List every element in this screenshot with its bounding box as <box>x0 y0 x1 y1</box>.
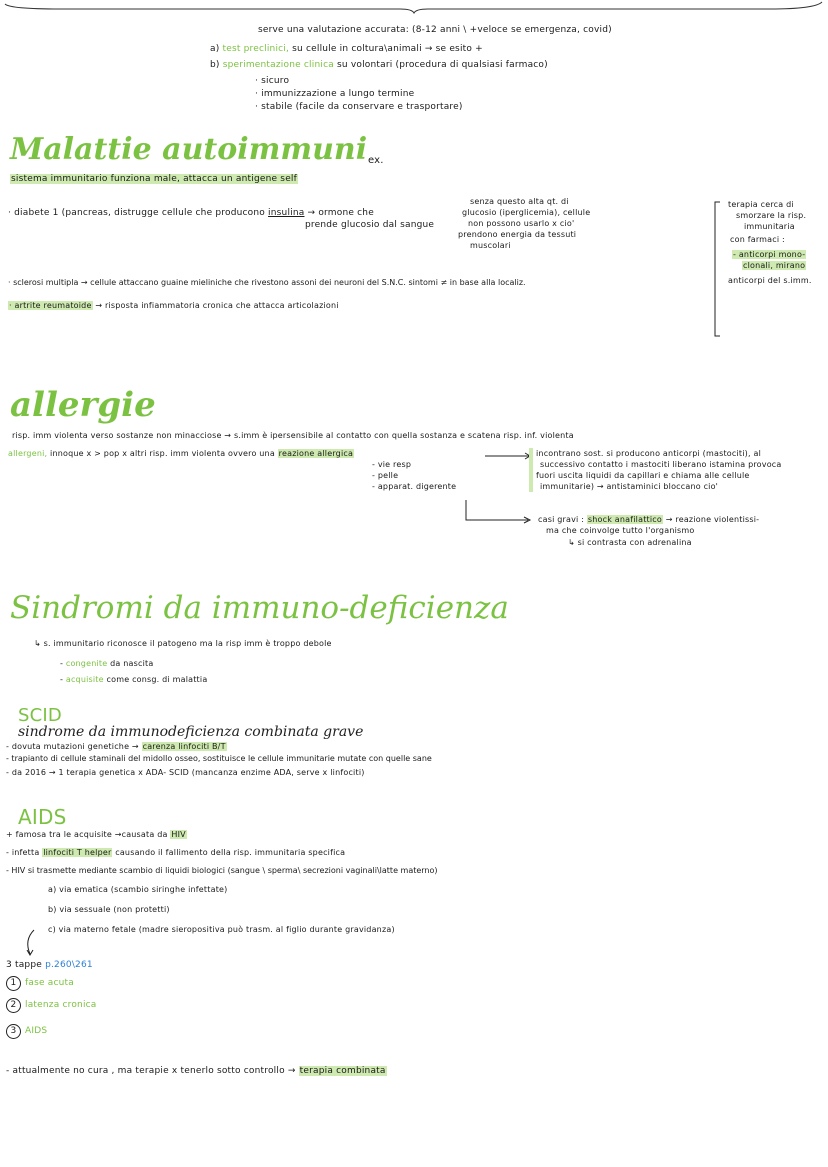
senza-line: non possono usarlo x cio' <box>468 219 575 228</box>
intro-bullet: · immunizzazione a lungo termine <box>255 89 415 99</box>
arrow-gravi <box>464 500 536 524</box>
scid-subtitle: sindrome da immunodeficienza combinata grave <box>18 724 364 740</box>
incontrano-line: immunitarie) → antistaminici bloccano cio' <box>540 482 719 491</box>
highlight-bar <box>529 448 533 492</box>
aids-line: - infetta linfociti T helper causando il fallimento della risp. immunitaria specifica <box>6 848 346 857</box>
incontrano-line: fuori uscita liquidi da capillari e chiama alle cellule <box>536 471 750 480</box>
diabete: · diabete 1 (pancreas, distrugge cellule che producono insulina → ormone che <box>8 208 374 218</box>
allergie-title: allergie <box>10 385 156 425</box>
intro-b: b) sperimentazione clinica su volontari (procedura di qualsiasi farmaco) <box>210 60 548 70</box>
intro-a: a) test preclinici, su cellule in coltura\animali → se esito + <box>210 44 483 54</box>
scid-line: - trapianto di cellule staminali del midollo osseo, sostituisce le cellule immunitarie mutate con quelle sane <box>6 754 432 763</box>
gravi-line: casi gravi : shock anafilattico → reazione violentissi- <box>538 515 760 524</box>
intro-line: serve una valutazione accurata: (8-12 anni \ +veloce se emergenza, covid) <box>258 25 612 35</box>
aids-way: a) via ematica (scambio siringhe infettate) <box>48 885 228 894</box>
terapia-line: anticorpi del s.imm. <box>728 276 812 285</box>
senza-line: muscolari <box>470 241 511 250</box>
aids-line: + famosa tra le acquisite →causata da HIV <box>6 830 186 839</box>
sclerosi: · sclerosi multipla → cellule attaccano guaine mieliniche che rivestono assoni dei neuroni del S.N.C. sintomi ≠ in base alla localiz. <box>8 278 526 287</box>
senza-line: prendono energia da tessuti <box>458 230 577 239</box>
sindromi-title: Sindromi da immuno-deficienza <box>10 590 509 626</box>
scid-line: - dovuta mutazioni genetiche → carenza linfociti B/T <box>6 742 226 751</box>
aids-title: AIDS <box>18 805 67 829</box>
stage-item: 1 fase acuta <box>6 976 74 991</box>
sindromi-def: ↳ s. immunitario riconosce il patogeno ma la risp imm è troppo debole <box>34 639 332 648</box>
acquisite: - acquisite come consg. di malattia <box>60 675 208 684</box>
arrow <box>485 452 535 460</box>
terapia-line: con farmaci : <box>730 235 785 244</box>
aids-way: c) via materno fetale (madre sieropositiva può trasm. al figlio durante gravidanza) <box>48 925 395 934</box>
terapia-green: clonali, mirano <box>743 261 806 270</box>
gravi-line: ma che coinvolge tutto l'organismo <box>546 526 695 535</box>
tappe: 3 tappe p.260\261 <box>6 960 93 970</box>
stage-item: 2 latenza cronica <box>6 998 97 1013</box>
top-brace <box>0 0 828 14</box>
aids-way: b) via sessuale (non protetti) <box>48 905 170 914</box>
intro-bullet: · stabile (facile da conservare e trasportare) <box>255 102 463 112</box>
curve-arrow <box>22 928 38 958</box>
ex-label: ex. <box>368 155 384 166</box>
aids-line: - HIV si trasmette mediante scambio di liquidi biologici (sangue \ sperma\ secrezioni vaginali\latte materno) <box>6 866 438 875</box>
vie-item: - vie resp <box>372 460 412 469</box>
senza-line: senza questo alta qt. di <box>470 197 569 206</box>
stage-item: 3 AIDS <box>6 1024 47 1039</box>
intro-bullet: · sicuro <box>255 76 290 86</box>
vie-item: - pelle <box>372 471 399 480</box>
terapia-line: smorzare la risp. <box>736 211 807 220</box>
allergeni: allergeni, innoque x > pop x altri risp. imm violenta ovvero una reazione allergica <box>8 449 354 458</box>
terapia-green: - anticorpi mono- <box>733 250 806 259</box>
autoimmuni-title: Malattie autoimmuni <box>10 132 368 167</box>
allergie-def: risp. imm violenta verso sostanze non minacciose → s.imm è ipersensibile al contatto con quella sostanza e scatena risp. inf. violenta <box>12 431 574 440</box>
gravi-line: ↳ si contrasta con adrenalina <box>568 538 692 547</box>
autoimmuni-def: sistema immunitario funziona male, attacca un antigene self <box>11 174 297 184</box>
ormone-line: prende glucosio dal sangue <box>305 220 435 230</box>
artrite: · artrite reumatoide → risposta infiammatoria cronica che attacca articolazioni <box>9 301 339 310</box>
congenite: - congenite da nascita <box>60 659 154 668</box>
incontrano-line: successivo contatto i mastociti liberano istamina provoca <box>540 460 782 469</box>
scid-title: SCID <box>18 705 62 726</box>
terapia-bracket <box>712 200 722 340</box>
terapia-line: terapia cerca di <box>728 200 794 209</box>
terapia-line: immunitaria <box>744 222 795 231</box>
incontrano-line: incontrano sost. si producono anticorpi (mastociti), al <box>536 449 761 458</box>
aids-final: - attualmente no cura , ma terapie x tenerlo sotto controllo → terapia combinata <box>6 1066 386 1076</box>
vie-item: - apparat. digerente <box>372 482 457 491</box>
scid-line: - da 2016 → 1 terapia genetica x ADA- SCID (mancanza enzime ADA, serve x linfociti) <box>6 768 365 777</box>
senza-line: glucosio (iperglicemia), cellule <box>462 208 591 217</box>
